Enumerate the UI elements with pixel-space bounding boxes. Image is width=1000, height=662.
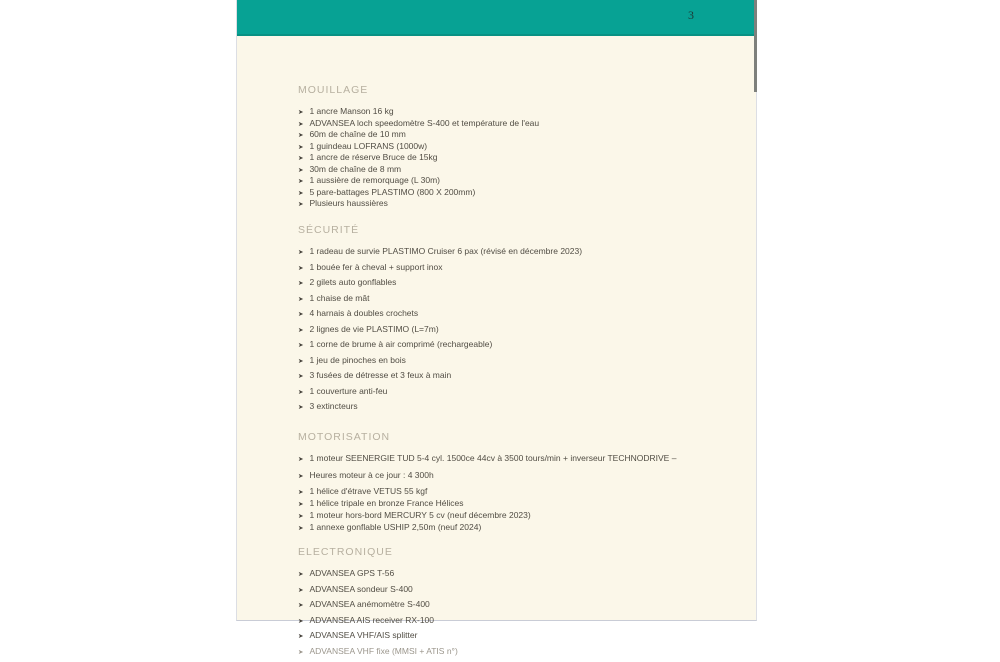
arrow-bullet-icon: ➤: [298, 617, 304, 625]
list-motorisation: [298, 454, 736, 533]
item-text: 1 corne de brume à air comprimé (rechargeable): [309, 339, 493, 349]
section-title-electronique: ELECTRONIQUE: [298, 546, 393, 558]
arrow-bullet-icon: ➤: [298, 178, 304, 185]
section-title-mouillage: MOUILLAGE: [298, 84, 369, 96]
arrow-bullet-icon: ➤: [298, 189, 304, 197]
arrow-bullet-icon: ➤: [298, 456, 304, 463]
list-item: [298, 294, 736, 304]
arrow-bullet-icon: ➤: [298, 326, 304, 334]
list-item: [298, 119, 736, 129]
list-item: [298, 402, 736, 412]
item-text: Heures moteur à ce jour : 4 300h: [309, 469, 434, 480]
arrow-bullet-icon: ➤: [298, 311, 304, 318]
arrow-bullet-icon: ➤: [298, 109, 304, 116]
list-item: [298, 142, 736, 152]
arrow-bullet-icon: ➤: [298, 648, 304, 656]
arrow-bullet-icon: ➤: [298, 501, 304, 508]
arrow-bullet-icon: ➤: [298, 120, 304, 128]
list-item: [298, 165, 736, 175]
item-text: 1 hélice d'étrave VETUS 55 kgf: [309, 486, 428, 496]
arrow-bullet-icon: ➤: [298, 357, 304, 365]
section-mouillage: [298, 84, 736, 209]
arrow-bullet-icon: ➤: [298, 264, 304, 272]
arrow-bullet-icon: ➤: [298, 280, 304, 287]
list-item: [298, 188, 736, 198]
item-text: 1 jeu de pinoches en bois: [309, 354, 406, 365]
item-text: 1 moteur hors-bord MERCURY 5 cv (neuf décembre 2023): [309, 510, 531, 520]
list-item: [298, 454, 736, 464]
arrow-bullet-icon: ➤: [298, 525, 304, 532]
scrollbar-thumb[interactable]: [754, 0, 757, 92]
item-text: ADVANSEA sondeur S-400: [309, 583, 413, 594]
arrow-bullet-icon: ➤: [298, 571, 304, 578]
item-text: 4 harnais à doubles crochets: [309, 308, 419, 318]
list-item: [298, 176, 736, 186]
section-securite: [298, 224, 736, 412]
arrow-bullet-icon: ➤: [298, 342, 304, 349]
item-text: 60m de chaîne de 10 mm: [309, 129, 406, 139]
list-item: [298, 387, 736, 397]
item-text: 1 bouée fer à cheval + support inox: [309, 261, 443, 272]
arrow-bullet-icon: ➤: [298, 472, 304, 480]
arrow-bullet-icon: ➤: [298, 513, 304, 520]
page-number: 3: [688, 8, 694, 22]
item-text: 5 pare-battages PLASTIMO (800 X 200mm): [309, 186, 476, 197]
list-item: [298, 153, 736, 163]
item-text: 2 gilets auto gonflables: [309, 277, 397, 287]
list-item: [298, 499, 736, 509]
arrow-bullet-icon: ➤: [298, 295, 304, 303]
list-item: [298, 471, 736, 481]
list-item: [298, 523, 736, 533]
arrow-bullet-icon: ➤: [298, 602, 304, 609]
item-text: ADVANSEA AIS receiver RX-100: [309, 614, 435, 625]
arrow-bullet-icon: ➤: [298, 388, 304, 396]
item-text: 1 moteur SEENERGIE TUD 5-4 cyl. 1500ce 44cv à 3500 tours/min + inverseur TECHNODRIVE –: [309, 453, 677, 463]
list-item: [298, 569, 736, 579]
list-item: [298, 107, 736, 117]
section-title-securite: SÉCURITÉ: [298, 224, 360, 236]
item-text: 30m de chaîne de 8 mm: [309, 163, 402, 174]
item-text: 1 ancre de réserve Bruce de 15kg: [309, 152, 438, 162]
item-text: 1 chaise de mât: [309, 292, 370, 303]
arrow-bullet-icon: ➤: [298, 404, 304, 411]
section-title-motorisation: MOTORISATION: [298, 431, 391, 443]
item-text: ADVANSEA VHF/AIS splitter: [309, 630, 418, 640]
item-text: 1 radeau de survie PLASTIMO Cruiser 6 pax (révisé en décembre 2023): [309, 246, 583, 256]
list-item: [298, 325, 736, 335]
item-text: 1 ancre Manson 16 kg: [309, 106, 394, 116]
arrow-bullet-icon: ➤: [298, 132, 304, 139]
arrow-bullet-icon: ➤: [298, 155, 304, 162]
document-page: [236, 0, 757, 656]
list-item: [298, 263, 736, 273]
list-item: [298, 600, 736, 610]
list-item: [298, 247, 736, 257]
item-text: 3 fusées de détresse et 3 feux à main: [309, 370, 452, 380]
item-text: ADVANSEA GPS T-56: [309, 568, 395, 578]
item-text: ADVANSEA anémomètre S-400: [309, 599, 430, 609]
item-text: ADVANSEA VHF fixe (MMSI + ATIS n°): [309, 645, 458, 656]
arrow-bullet-icon: ➤: [298, 143, 304, 151]
item-text: Plusieurs haussières: [309, 198, 388, 208]
item-text: 3 extincteurs: [309, 401, 358, 411]
list-item: [298, 585, 736, 595]
item-text: 1 hélice tripale en bronze France Hélices: [309, 498, 464, 508]
list-item: [298, 278, 736, 288]
page-content: [298, 36, 736, 662]
item-text: 2 lignes de vie PLASTIMO (L=7m): [309, 323, 439, 334]
item-text: 1 aussière de remorquage (L 30m): [309, 175, 441, 185]
arrow-bullet-icon: ➤: [298, 249, 304, 256]
list-mouillage: [298, 107, 736, 209]
arrow-bullet-icon: ➤: [298, 201, 304, 208]
item-text: ADVANSEA loch speedomètre S-400 et température de l'eau: [309, 117, 540, 128]
list-item: [298, 616, 736, 626]
item-text: 1 annexe gonflable USHIP 2,50m (neuf 2024): [309, 522, 482, 532]
header-band: [237, 0, 756, 36]
list-item: [298, 340, 736, 350]
list-item: [298, 647, 736, 657]
arrow-bullet-icon: ➤: [298, 373, 304, 380]
list-item: [298, 511, 736, 521]
section-motorisation: [298, 431, 736, 533]
list-item: [298, 309, 736, 319]
item-text: 1 guindeau LOFRANS (1000w): [309, 140, 428, 151]
arrow-bullet-icon: ➤: [298, 633, 304, 640]
list-securite: [298, 247, 736, 412]
arrow-bullet-icon: ➤: [298, 489, 304, 496]
arrow-bullet-icon: ➤: [298, 166, 304, 174]
list-item: [298, 199, 736, 209]
list-item: [298, 631, 736, 641]
list-item: [298, 356, 736, 366]
list-item: [298, 130, 736, 140]
arrow-bullet-icon: ➤: [298, 586, 304, 594]
list-item: [298, 371, 736, 381]
section-electronique: [298, 546, 736, 657]
item-text: 1 couverture anti-feu: [309, 385, 388, 396]
list-item: [298, 487, 736, 497]
list-electronique: [298, 569, 736, 657]
